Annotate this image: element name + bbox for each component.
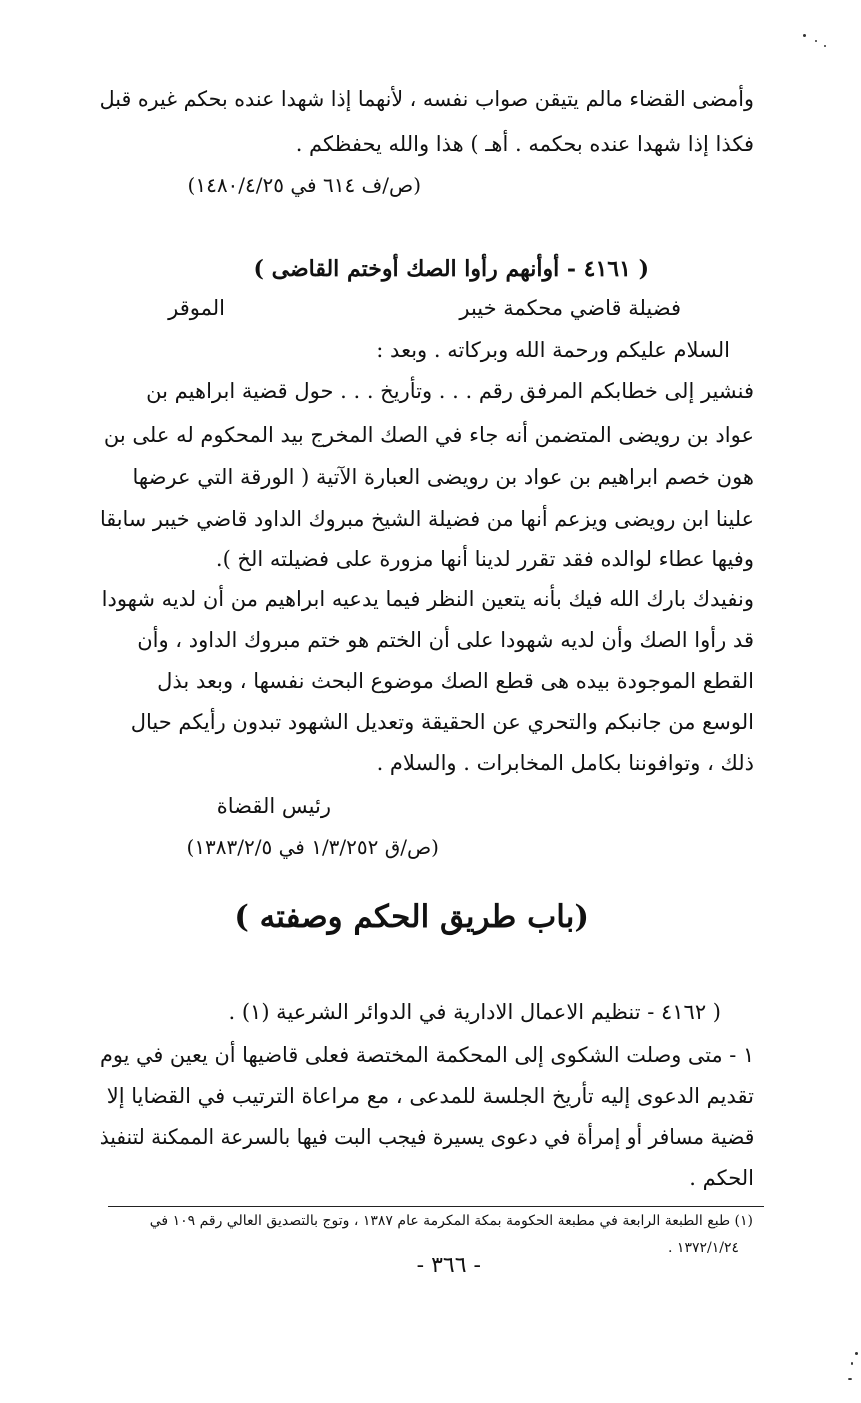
paragraph-line: القطع الموجودة بيده هى قطع الصك موضوع البحث نفسها ، وبعد بذل	[157, 669, 754, 693]
reference-note: (ص/ف ٦١٤ في ١٤٨٠/٤/٢٥)	[187, 173, 421, 197]
paragraph-line: قضية مسافر أو إمرأة في دعوى يسيرة فيجب البت فيها بالسرعة الممكنة لتنفيذ	[99, 1125, 754, 1149]
page-number: - ٣٦٦ -	[416, 1253, 481, 1278]
paragraph-line: علينا ابن رويضى ويزعم أنها من فضيلة الشيخ مبروك الداود قاضي خيبر سابقا	[99, 507, 754, 531]
paragraph-line: الحكم .	[689, 1166, 754, 1190]
paragraph-line: الوسع من جانبكم والتحري عن الحقيقة وتعديل الشهود تبدون رأيكم حيال	[130, 710, 754, 734]
paragraph-line: عواد بن رويضى المتضمن أنه جاء في الصك المخرج بيد المحكوم له على بن	[103, 423, 754, 447]
scan-speck	[848, 1378, 852, 1380]
scan-speck	[815, 40, 817, 42]
scan-speck	[855, 1352, 858, 1355]
paragraph-line: تقديم الدعوى إليه تأريخ الجلسة للمدعى ، مع مراعاة الترتيب في القضايا إلا	[106, 1084, 754, 1108]
scan-speck	[803, 34, 806, 37]
signature: رئيس القضاة	[216, 794, 331, 818]
reference-note: (ص/ق ١/٣/٢٥٢ في ١٣٨٣/٢/٥)	[186, 835, 439, 859]
chapter-title: (باب طريق الحكم وصفته )	[234, 899, 589, 935]
paragraph-line: ١ - متى وصلت الشكوى إلى المحكمة المختصة فعلى قاضيها أن يعين في يوم	[99, 1043, 754, 1067]
addressee: فضيلة قاضي محكمة خيبر	[459, 296, 681, 320]
scan-speck	[851, 1362, 853, 1365]
paragraph-line: قد رأوا الصك وأن لديه شهودا على أن الختم هو ختم مبروك الداود ، وأن	[137, 628, 754, 652]
scan-speck	[824, 45, 826, 47]
paragraph-line: هون خصم ابراهيم بن عواد بن رويضى العبارة الآتية ( الورقة التي عرضها	[132, 465, 754, 489]
footnote-line: (١) طبع الطبعة الرابعة في مطبعة الحكومة بمكة المكرمة عام ١٣٨٧ ، وتوج بالتصديق العالي رقم ١٠٩ في	[149, 1213, 753, 1229]
paragraph-line: فنشير إلى خطابكم المرفق رقم . . . وتأريخ . . . حول قضية ابراهيم بن	[146, 379, 754, 403]
section-heading: ( ٤١٦١ - أوأنهم رأوا الصك أوختم القاضى )	[253, 256, 649, 282]
text-line: وأمضى القضاء مالم يتيقن صواب نفسه ، لأنهما إذا شهدا عنده بحكم غيره قبل	[99, 87, 754, 111]
greeting: السلام عليكم ورحمة الله وبركاته . وبعد :	[376, 338, 730, 362]
text-line: فكذا إذا شهدا عنده بحكمه . أهـ ) هذا والله يحفظكم .	[295, 132, 754, 156]
footnote-line: ١٣٧٢/١/٢٤ .	[668, 1240, 739, 1256]
honorific: الموقر	[168, 296, 225, 320]
paragraph-line: وفيها عطاء لوالده فقد تقرر لدينا أنها مزورة على فضيلته الخ ).	[215, 547, 754, 571]
paragraph-line: ونفيدك بارك الله فيك بأنه يتعين النظر فيما يدعيه ابراهيم من أن لديه شهودا	[101, 587, 754, 611]
paragraph-line: ذلك ، وتوافوننا بكامل المخابرات . والسلام .	[376, 751, 754, 775]
section-heading: ( ٤١٦٢ - تنظيم الاعمال الادارية في الدوائر الشرعية (١) .	[228, 1000, 721, 1024]
footnote-divider	[108, 1206, 764, 1207]
